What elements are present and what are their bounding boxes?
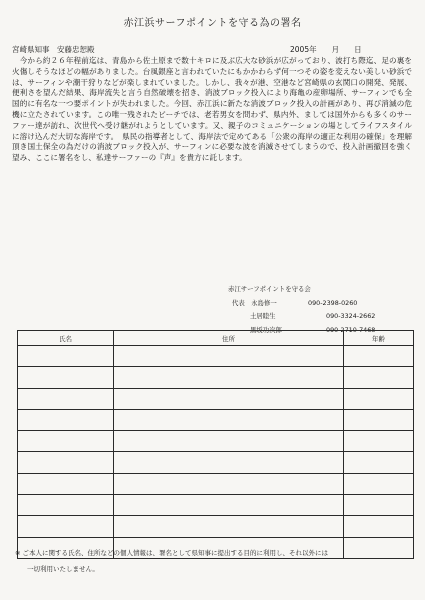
signature-name-cell[interactable] (18, 388, 114, 409)
signature-row (18, 473, 414, 494)
signature-address-cell[interactable] (114, 431, 344, 452)
privacy-note (15, 545, 415, 577)
signature-name-cell[interactable] (18, 452, 114, 473)
privacy-note-line: 一切利用いたしません。 (27, 565, 99, 573)
signature-table-header (18, 331, 414, 346)
signature-row (18, 388, 414, 409)
signature-name-cell[interactable] (18, 367, 114, 388)
header-address: 住所 (114, 331, 344, 346)
member-name: 土居睦生 (250, 312, 276, 320)
signature-row (18, 495, 414, 516)
signature-age-cell[interactable] (344, 388, 414, 409)
header-name: 氏名 (18, 331, 114, 346)
signature-row (18, 431, 414, 452)
signature-row (18, 516, 414, 537)
signature-address-cell[interactable] (114, 516, 344, 537)
member-name: 代表 永島修一 (232, 298, 277, 307)
signature-age-cell[interactable] (344, 409, 414, 430)
signature-age-cell[interactable] (344, 431, 414, 452)
date-line: 2005年 月 日 (290, 45, 362, 54)
member-phone: 090-2398-0260 (308, 298, 358, 307)
signature-name-cell[interactable] (18, 409, 114, 430)
signature-age-cell[interactable] (344, 495, 414, 516)
signature-age-cell[interactable] (344, 367, 414, 388)
signature-address-cell[interactable] (114, 367, 344, 388)
signature-address-cell[interactable] (114, 473, 344, 494)
signature-address-cell[interactable] (114, 388, 344, 409)
signature-address-cell[interactable] (114, 495, 344, 516)
signature-row (18, 409, 414, 430)
signature-address-cell[interactable] (114, 346, 344, 367)
signature-address-cell[interactable] (114, 452, 344, 473)
addressee: 宮崎県知事 安藤忠恕殿 (12, 45, 95, 54)
member-phone: 090-2710-7468 (326, 325, 376, 334)
organization-member (228, 297, 418, 311)
member-name: 黒坂功次郎 (250, 325, 282, 334)
signature-name-cell[interactable] (18, 431, 114, 452)
signature-age-cell[interactable] (344, 516, 414, 537)
signature-name-cell[interactable] (18, 495, 114, 516)
signature-row (18, 452, 414, 473)
signature-name-cell[interactable] (18, 516, 114, 537)
signature-name-cell[interactable] (18, 473, 114, 494)
signature-age-cell[interactable] (344, 346, 414, 367)
member-phone: 090-3324-2662 (326, 312, 376, 320)
document-title: 赤江浜サーフポイントを守る為の署名 (123, 18, 302, 29)
signature-age-cell[interactable] (344, 452, 414, 473)
privacy-note-line: ※ ご本人に関する氏名、住所などの個人情報は、署名として県知事に提出する目的に利用し、それ以外には (15, 549, 329, 557)
petition-body: 今から約２６年程前迄は、青島から佐土原まで数十キロに及ぶ広大な砂浜が広がっており、波打ち際迄、足の裏を火傷しそうなほどの幅がありました。台風銀座と言われていたにもかかわらず何一つその姿を変えない美しい砂浜では、サーフィンや潮干狩りなどが楽しまれていました。しかし、我々が港、空港など宮崎県の玄関口の開発、発展、便利さを望んだ結果、海岸流失と言う自然破壊を招き、消波ブロック投入により海亀の産卵場所、サーフィンでも全国的に有名な一つ要ポイントが失われました。今回、赤江浜に新たな消波ブロック投入の計画があり、再び消滅の危機に立たされています。この唯一残されたビーチでは、老若男女を問わず、県内外、ましては国外からも多くのサーファー達が訪れ、次世代へ受け継がれようとしています。又、親子のコミュニケーションの場としてライフスタイルに溶け込んだ大切な海岸です。 県民の指導者として、海岸法で定めてある「公衆の海岸の適正な利用の確保」を理解頂き国土保全の為だけの消波ブロック投入が、サーフィンに必要な波を消滅させてしまうので、投入計画撤回を強く望み、ここに署名をし、私達サーファーの『声』を貴方に託します。 (12, 56, 412, 163)
organization-name: 赤江サーフポイントを守る会 (228, 285, 311, 293)
signature-name-cell[interactable] (18, 346, 114, 367)
organization-block (228, 283, 418, 337)
signature-table (17, 330, 414, 559)
signature-row (18, 346, 414, 367)
header-age: 年齢 (344, 331, 414, 346)
signature-row (18, 367, 414, 388)
signature-address-cell[interactable] (114, 409, 344, 430)
signature-age-cell[interactable] (344, 473, 414, 494)
organization-member (228, 310, 418, 324)
